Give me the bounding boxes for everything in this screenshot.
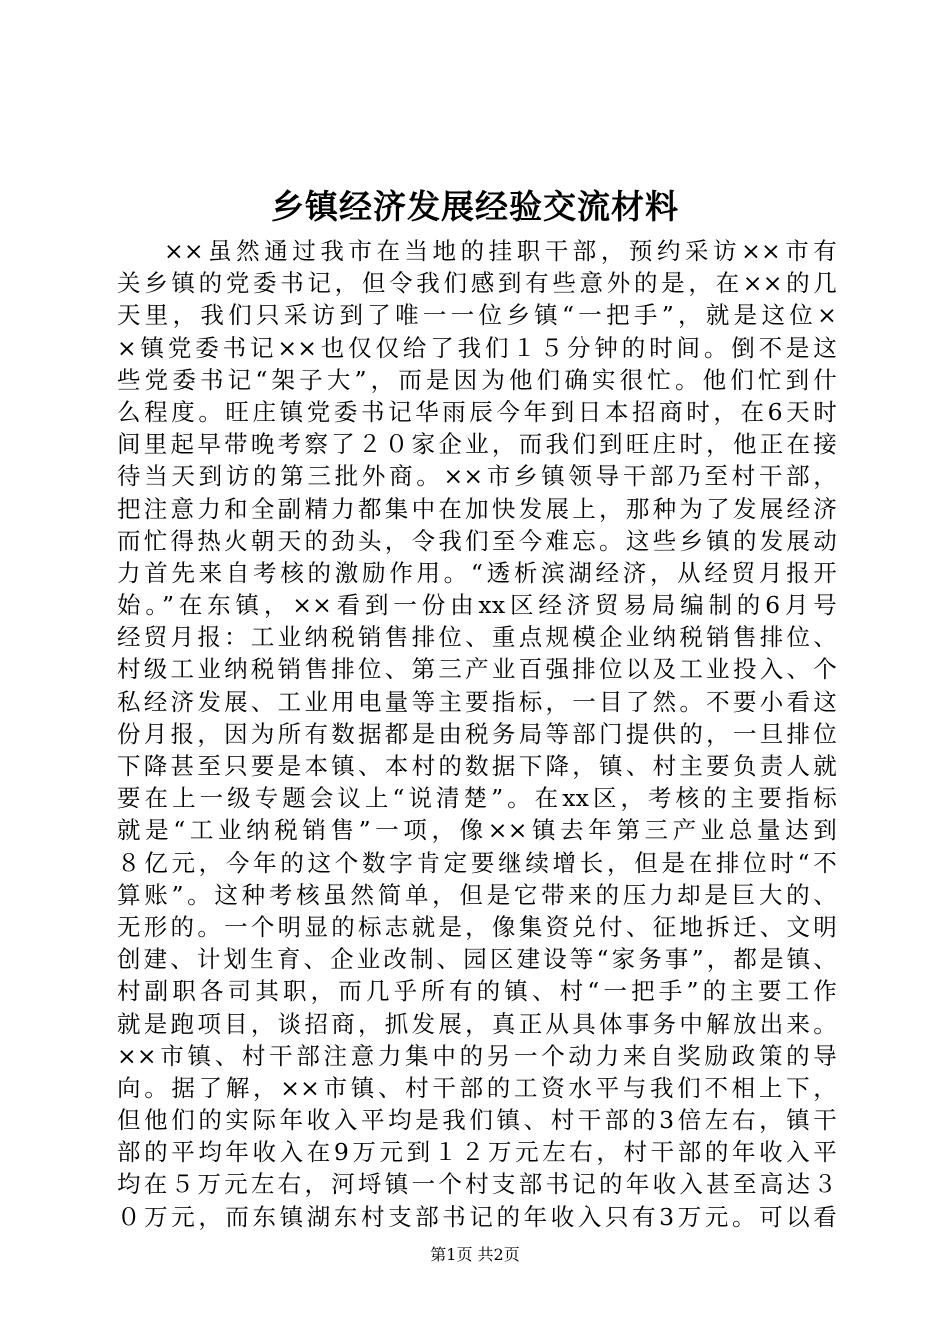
body-line: ×镇党委书记××也仅仅给了我们１５分钟的时间。倒不是这 bbox=[117, 333, 837, 362]
body-line: ０万元，而东镇湖东村支部书记的年收入只有3万元。可以看 bbox=[117, 1202, 837, 1231]
body-line: 但他们的实际年收入平均是我们镇、村干部的3倍左右，镇干 bbox=[117, 1106, 837, 1135]
body-line: 经贸月报：工业纳税销售排位、重点规模企业纳税销售排位、 bbox=[117, 623, 837, 652]
document-title: 乡镇经济发展经验交流材料 bbox=[271, 187, 679, 226]
body-line: 些党委书记“架子大”，而是因为他们确实很忙。他们忙到什 bbox=[117, 365, 837, 394]
body-line: 份月报，因为所有数据都是由税务局等部门提供的，一旦排位 bbox=[117, 719, 837, 748]
body-line: 么程度。旺庄镇党委书记华雨辰今年到日本招商时，在6天时 bbox=[117, 397, 837, 426]
body-line: 就是“工业纳税销售”一项，像××镇去年第三产业总量达到 bbox=[117, 816, 837, 845]
body-line: 待当天到访的第三批外商。××市乡镇领导干部乃至村干部， bbox=[117, 462, 837, 491]
body-line: 算账”。这种考核虽然简单，但是它带来的压力却是巨大的、 bbox=[117, 880, 837, 909]
body-line: 天里，我们只采访到了唯一一位乡镇“一把手”，就是这位× bbox=[117, 301, 837, 330]
body-line: 把注意力和全副精力都集中在加快发展上，那种为了发展经济 bbox=[117, 494, 837, 523]
body-line: 向。据了解，××市镇、村干部的工资水平与我们不相上下， bbox=[117, 1073, 837, 1102]
body-line: 私经济发展、工业用电量等主要指标，一目了然。不要小看这 bbox=[117, 687, 837, 716]
body-line: 力首先来自考核的激励作用。“透析滨湖经济，从经贸月报开 bbox=[117, 558, 837, 587]
body-line: ８亿元，今年的这个数字肯定要继续增长，但是在排位时“不 bbox=[117, 848, 837, 877]
body-line: 关乡镇的党委书记，但令我们感到有些意外的是，在××的几 bbox=[117, 269, 837, 298]
body-line: ××市镇、村干部注意力集中的另一个动力来自奖励政策的导 bbox=[117, 1041, 837, 1070]
page-number-footer: 第1页 共2页 bbox=[430, 1245, 520, 1264]
body-line: 间里起早带晚考察了２０家企业，而我们到旺庄时，他正在接 bbox=[117, 430, 837, 459]
body-line: 均在５万元左右，河埒镇一个村支部书记的年收入甚至高达３ bbox=[117, 1170, 837, 1199]
body-line: 始。”在东镇，××看到一份由xx区经济贸易局编制的6月号 bbox=[117, 591, 837, 620]
document-body bbox=[117, 235, 837, 1233]
body-line: ××虽然通过我市在当地的挂职干部，预约采访××市有 bbox=[164, 237, 837, 265]
body-line: 而忙得热火朝天的劲头，令我们至今难忘。这些乡镇的发展动 bbox=[117, 526, 837, 555]
body-line: 要在上一级专题会议上“说清楚”。在xx区，考核的主要指标 bbox=[117, 784, 837, 813]
body-line: 村级工业纳税销售排位、第三产业百强排位以及工业投入、个 bbox=[117, 655, 837, 684]
body-line: 无形的。一个明显的标志就是，像集资兑付、征地拆迁、文明 bbox=[117, 912, 837, 941]
body-line: 创建、计划生育、企业改制、园区建设等“家务事”，都是镇、 bbox=[117, 945, 837, 974]
body-line: 下降甚至只要是本镇、本村的数据下降，镇、村主要负责人就 bbox=[117, 752, 837, 780]
body-line: 就是跑项目，谈招商，抓发展，真正从具体事务中解放出来。 bbox=[117, 1009, 837, 1038]
body-line: 部的平均年收入在9万元到１２万元左右，村干部的年收入平 bbox=[117, 1138, 837, 1167]
body-line: 村副职各司其职，而几乎所有的镇、村“一把手”的主要工作 bbox=[117, 977, 837, 1006]
